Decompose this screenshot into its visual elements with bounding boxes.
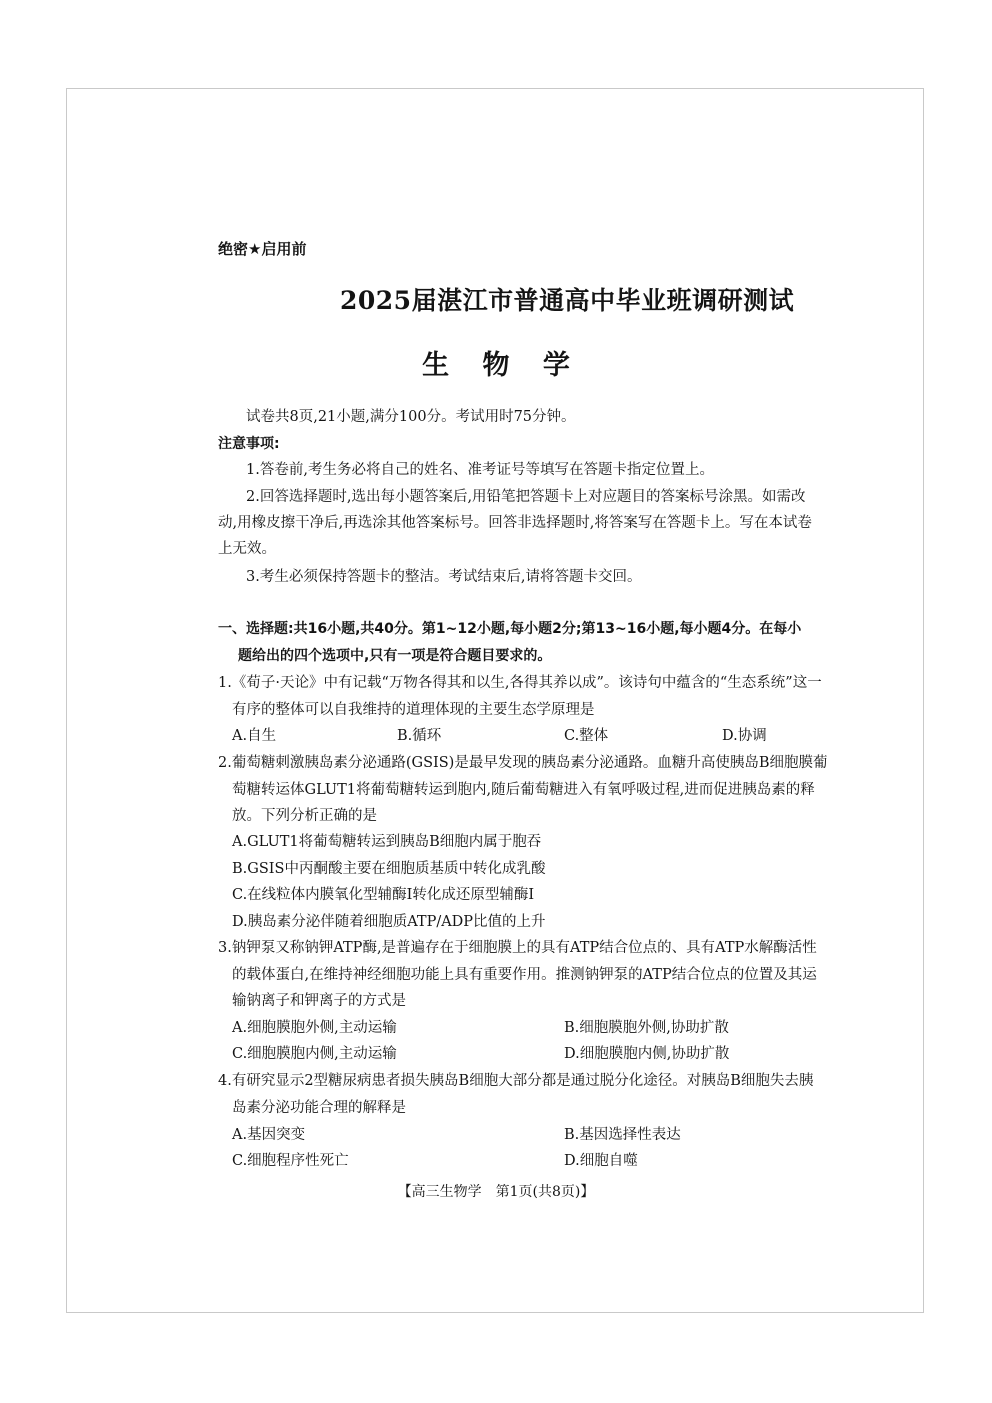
question-2-option-a: A.GLUT1将葡萄糖转运到胰岛B细胞内属于胞吞 [232, 834, 542, 850]
exam-intro: 试卷共8页,21小题,满分100分。考试用时75分钟。 [246, 409, 576, 425]
question-2-option-b: B.GSIS中丙酮酸主要在细胞质基质中转化成乳酸 [232, 861, 546, 877]
question-3-stem: 3.钠钾泵又称钠钾ATP酶,是普遍存在于细胞膜上的具有ATP结合位点的、具有ATP水解酶活性 [218, 940, 817, 956]
question-4-option-b: B.基因选择性表达 [564, 1127, 681, 1143]
note-line: 3.考生必须保持答题卡的整洁。考试结束后,请将答题卡交回。 [246, 569, 642, 585]
question-2-stem: 2.葡萄糖刺激胰岛素分泌通路(GSIS)是最早发现的胰岛素分泌通路。血糖升高使胰岛B细胞膜葡 [218, 755, 828, 771]
question-3-stem: 的载体蛋白,在维持神经细胞功能上具有重要作用。推测钠钾泵的ATP结合位点的位置及其运 [232, 967, 817, 983]
question-4-stem: 4.有研究显示2型糖尿病患者损失胰岛B细胞大部分都是通过脱分化途径。对胰岛B细胞失去胰 [218, 1073, 814, 1089]
note-line: 1.答卷前,考生务必将自己的姓名、准考证号等填写在答题卡指定位置上。 [246, 462, 714, 478]
question-1-stem: 有序的整体可以自我维持的道理体现的主要生态学原理是 [232, 702, 595, 718]
question-1-option-b: B.循环 [397, 728, 442, 744]
question-1-stem: 1.《荀子·天论》中有记载“万物各得其和以生,各得其养以成”。该诗句中蕴含的“生态系统”这一 [218, 675, 822, 691]
question-4-option-d: D.细胞自噬 [564, 1153, 638, 1169]
question-4-stem: 岛素分泌功能合理的解释是 [232, 1100, 406, 1116]
question-4-option-a: A.基因突变 [232, 1127, 306, 1143]
exam-title: 2025届湛江市普通高中毕业班调研测试 [340, 286, 795, 315]
page-footer: 【高三生物学 第1页(共8页)】 [397, 1184, 595, 1200]
subject-title: 生 物 学 [422, 350, 582, 381]
confidential-label: 绝密★启用前 [218, 240, 307, 258]
question-2-stem: 萄糖转运体GLUT1将葡萄糖转运到胞内,随后葡萄糖进入有氧呼吸过程,进而促进胰岛素的释 [232, 782, 815, 798]
question-1-option-a: A.自生 [232, 728, 277, 744]
question-2-option-d: D.胰岛素分泌伴随着细胞质ATP/ADP比值的上升 [232, 914, 546, 930]
notes-heading: 注意事项: [218, 436, 280, 452]
question-3-option-d: D.细胞膜胞内侧,协助扩散 [564, 1046, 730, 1062]
section-heading: 一、选择题:共16小题,共40分。第1~12小题,每小题2分;第13~16小题,每小题4分。在每小 [218, 621, 802, 637]
question-3-stem: 输钠离子和钾离子的方式是 [232, 993, 406, 1009]
note-line: 2.回答选择题时,选出每小题答案后,用铅笔把答题卡上对应题目的答案标号涂黑。如需改 [246, 489, 806, 505]
question-1-option-d: D.协调 [722, 728, 767, 744]
section-heading-cont: 题给出的四个选项中,只有一项是符合题目要求的。 [238, 648, 552, 664]
question-2-option-c: C.在线粒体内膜氧化型辅酶Ⅰ转化成还原型辅酶Ⅰ [232, 887, 535, 903]
note-line: 动,用橡皮擦干净后,再选涂其他答案标号。回答非选择题时,将答案写在答题卡上。写在本试卷 [218, 515, 812, 531]
question-3-option-a: A.细胞膜胞外侧,主动运输 [232, 1020, 397, 1036]
question-3-option-b: B.细胞膜胞外侧,协助扩散 [564, 1020, 729, 1036]
question-4-option-c: C.细胞程序性死亡 [232, 1153, 349, 1169]
question-2-stem: 放。下列分析正确的是 [232, 808, 377, 824]
note-line: 上无效。 [218, 541, 276, 557]
question-3-option-c: C.细胞膜胞内侧,主动运输 [232, 1046, 397, 1062]
question-1-option-c: C.整体 [564, 728, 609, 744]
